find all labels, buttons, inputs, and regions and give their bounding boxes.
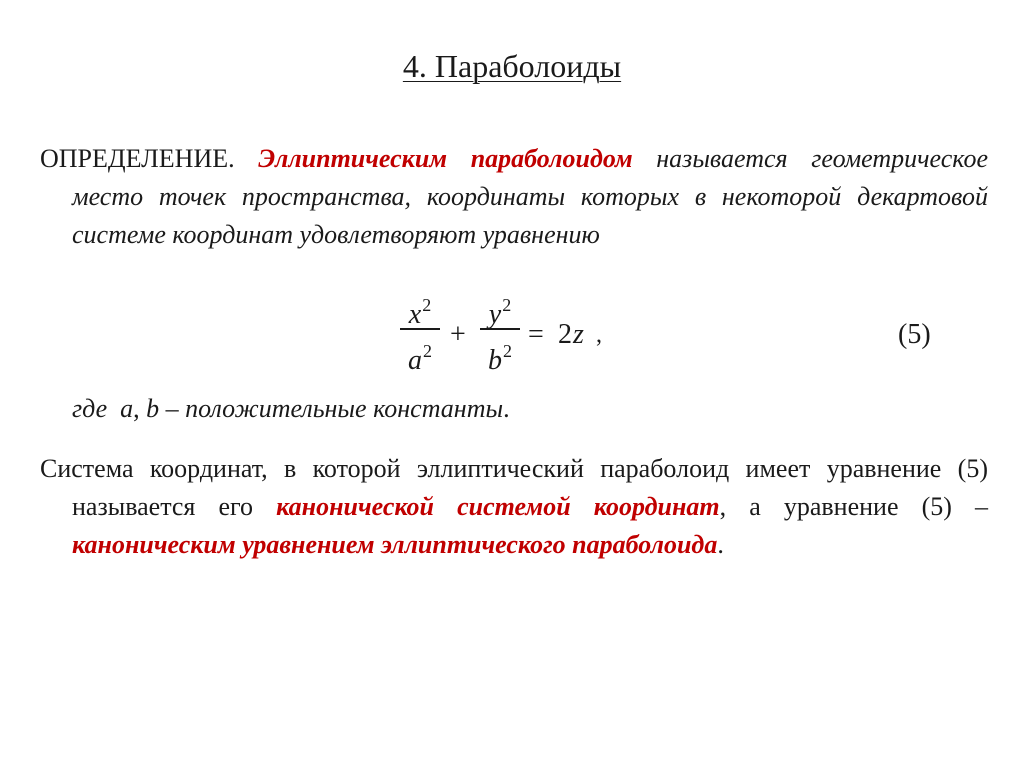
numerator-x	[400, 288, 440, 330]
exp-y: 2	[502, 295, 512, 315]
constants-separator: ,	[133, 394, 140, 423]
exp-a: 2	[423, 340, 432, 361]
var-a: a	[408, 344, 422, 376]
canonical-system-term: канонической системой координат	[276, 492, 720, 521]
slide-title	[0, 46, 1024, 86]
constant-b: b	[146, 394, 160, 423]
numerator-y	[480, 288, 520, 330]
rhs-coefficient: 2	[558, 319, 572, 350]
definition-term: Эллиптическим параболоидом	[258, 144, 633, 173]
var-x: x	[408, 299, 422, 330]
var-b: b	[488, 344, 502, 376]
canonical-system-paragraph	[40, 450, 988, 564]
rhs-variable-z: z	[573, 319, 584, 350]
equation-number: (5)	[898, 319, 931, 350]
definition-text: называется геометрическое место точек пространства, координаты которых в некоторой декартовой системе координат удовлетворяют уравнению	[72, 144, 989, 249]
system-end: .	[717, 530, 724, 559]
constant-a: a	[120, 394, 134, 423]
exp-x: 2	[422, 295, 432, 315]
var-y: y	[488, 299, 502, 330]
system-text-2: , а уравнение (5) –	[719, 492, 988, 521]
canonical-equation-term: каноническим уравнением эллиптического параболоида	[72, 530, 718, 559]
definition-lead: ОПРЕДЕЛЕНИЕ.	[40, 144, 235, 173]
plus-sign: +	[450, 319, 466, 350]
slide-title-text: 4. Параболоиды	[402, 48, 622, 84]
system-text-1: Система координат, в которой эллиптический параболоид имеет уравнение (5) называется его	[40, 454, 988, 521]
constants-note	[72, 390, 772, 428]
fraction-x-over-a	[400, 288, 440, 376]
exp-b: 2	[503, 340, 512, 361]
denominator-b	[480, 334, 520, 376]
denominator-a	[400, 334, 440, 376]
where-prefix: где	[72, 394, 108, 423]
formula-comma: ,	[596, 322, 602, 348]
equals-sign: =	[528, 319, 544, 350]
constants-end: .	[503, 394, 510, 423]
definition-paragraph	[40, 140, 988, 254]
fraction-y-over-b	[480, 288, 520, 376]
constants-text: – положительные константы	[165, 394, 504, 423]
